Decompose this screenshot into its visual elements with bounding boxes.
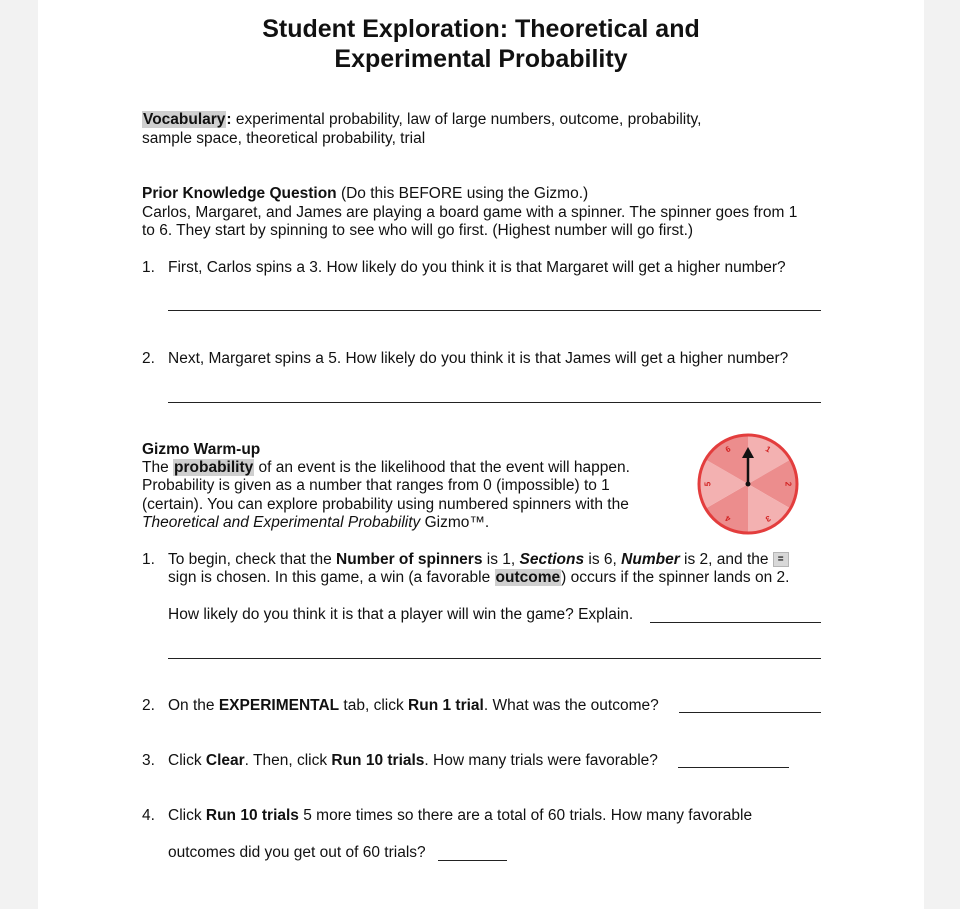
spinner-label-1: 1 bbox=[763, 444, 773, 455]
step1-text-e: is 2, and the bbox=[679, 551, 773, 568]
step2-text-c: tab, click bbox=[339, 697, 409, 714]
prior-q1-answer-line[interactable] bbox=[168, 310, 821, 311]
vocabulary-line-1 bbox=[142, 111, 701, 130]
prior-q2-answer-line[interactable] bbox=[168, 402, 821, 403]
step3-text-d: . How many trials were favorable? bbox=[424, 752, 658, 769]
control-sections: Sections bbox=[519, 551, 585, 568]
spinner-label-2: 2 bbox=[783, 481, 793, 487]
prior-q1-number: 1. bbox=[142, 259, 155, 276]
step3-text-c: . Then, click bbox=[244, 752, 332, 769]
step3-answer-line[interactable] bbox=[678, 767, 789, 768]
step1-line-1 bbox=[168, 551, 789, 570]
gizmo-name: Theoretical and Experimental Probability bbox=[142, 514, 421, 531]
spinner-label-6: 6 bbox=[723, 444, 733, 455]
spinner-label-3: 3 bbox=[763, 513, 773, 524]
step1-line-2-b: ) occurs if the spinner lands on 2. bbox=[561, 569, 790, 586]
step1-answer-line-2[interactable] bbox=[168, 658, 821, 659]
step4-line-2: outcomes did you get out of 60 trials? bbox=[168, 844, 426, 861]
step4-line-1 bbox=[168, 807, 752, 826]
step4-number: 4. bbox=[142, 807, 155, 824]
spinner-pivot bbox=[746, 482, 751, 487]
step3-text bbox=[168, 752, 658, 771]
control-number-of-spinners: Number of spinners bbox=[336, 551, 483, 568]
warmup-line-3: (certain). You can explore probability using numbered spinners with the bbox=[142, 496, 629, 513]
step2-text bbox=[168, 697, 659, 716]
experimental-tab-label: EXPERIMENTAL bbox=[218, 697, 340, 714]
step4-text-a: Click bbox=[168, 807, 206, 824]
step1-number: 1. bbox=[142, 551, 155, 568]
spinner-image bbox=[696, 432, 800, 536]
equals-sign-button: = bbox=[773, 552, 789, 567]
term-outcome: outcome bbox=[495, 569, 561, 586]
prior-knowledge-heading bbox=[142, 185, 588, 204]
warmup-line-1 bbox=[142, 459, 630, 478]
vocabulary-label: Vocabulary bbox=[143, 111, 226, 128]
page-title bbox=[38, 14, 924, 74]
prior-q2-text: Next, Margaret spins a 5. How likely do you think it is that James will get a higher number? bbox=[168, 350, 789, 367]
step3-text-a: Click bbox=[168, 752, 206, 769]
control-number: Number bbox=[621, 551, 680, 568]
prior-intro-line-2: to 6. They start by spinning to see who will go first. (Highest number will go first.) bbox=[142, 222, 694, 239]
spinner-label-5: 5 bbox=[703, 481, 713, 487]
prior-heading-text: Prior Knowledge Question bbox=[142, 185, 337, 202]
warmup-heading: Gizmo Warm-up bbox=[142, 441, 261, 458]
step2-text-a: On the bbox=[168, 697, 219, 714]
vocabulary-terms-1: experimental probability, law of large numbers, outcome, probability, bbox=[231, 111, 702, 128]
step2-answer-line[interactable] bbox=[679, 712, 821, 713]
step2-number: 2. bbox=[142, 697, 155, 714]
step1-text-a: To begin, check that the bbox=[168, 551, 337, 568]
warmup-line-4-b: Gizmo™. bbox=[420, 514, 490, 531]
prior-heading-note: (Do this BEFORE using the Gizmo.) bbox=[336, 185, 589, 202]
term-probability: probability bbox=[174, 459, 254, 476]
vocabulary-colon: : bbox=[226, 111, 232, 128]
vocabulary-line-2: sample space, theoretical probability, trial bbox=[142, 130, 426, 147]
step4-text-c: 5 more times so there are a total of 60 trials. How many favorable bbox=[298, 807, 753, 824]
prior-q2-number: 2. bbox=[142, 350, 155, 367]
prior-q1-text: First, Carlos spins a 3. How likely do you think it is that Margaret will get a higher number? bbox=[168, 259, 786, 276]
step4-answer-line[interactable] bbox=[438, 860, 507, 861]
clear-label: Clear bbox=[205, 752, 245, 769]
title-line-1: Student Exploration: Theoretical and bbox=[262, 15, 700, 43]
step3-number: 3. bbox=[142, 752, 155, 769]
run-10-trials-label-2: Run 10 trials bbox=[205, 807, 299, 824]
step1-line-2-a: sign is chosen. In this game, a win (a favorable bbox=[168, 569, 495, 586]
title-line-2: Experimental Probability bbox=[334, 45, 628, 73]
worksheet-page bbox=[38, 0, 924, 909]
prior-intro-line-1: Carlos, Margaret, and James are playing a board game with a spinner. The spinner goes from 1 bbox=[142, 204, 798, 221]
warmup-line-1-b: of an event is the likelihood that the event will happen. bbox=[254, 459, 630, 476]
step1-text-c: is 1, bbox=[482, 551, 520, 568]
step1-answer-line-1[interactable] bbox=[650, 622, 821, 623]
step2-text-d: . What was the outcome? bbox=[483, 697, 659, 714]
warmup-line-4 bbox=[142, 514, 489, 533]
step1-question: How likely do you think it is that a player will win the game? Explain. bbox=[168, 606, 634, 623]
run-10-trials-label: Run 10 trials bbox=[331, 752, 425, 769]
step1-text-d: is 6, bbox=[584, 551, 622, 568]
spinner-label-4: 4 bbox=[723, 513, 733, 524]
run-1-trial-label: Run 1 trial bbox=[408, 697, 484, 714]
warmup-line-1-a: The bbox=[142, 459, 174, 476]
warmup-line-2: Probability is given as a number that ranges from 0 (impossible) to 1 bbox=[142, 477, 610, 494]
step1-line-2 bbox=[168, 569, 789, 588]
